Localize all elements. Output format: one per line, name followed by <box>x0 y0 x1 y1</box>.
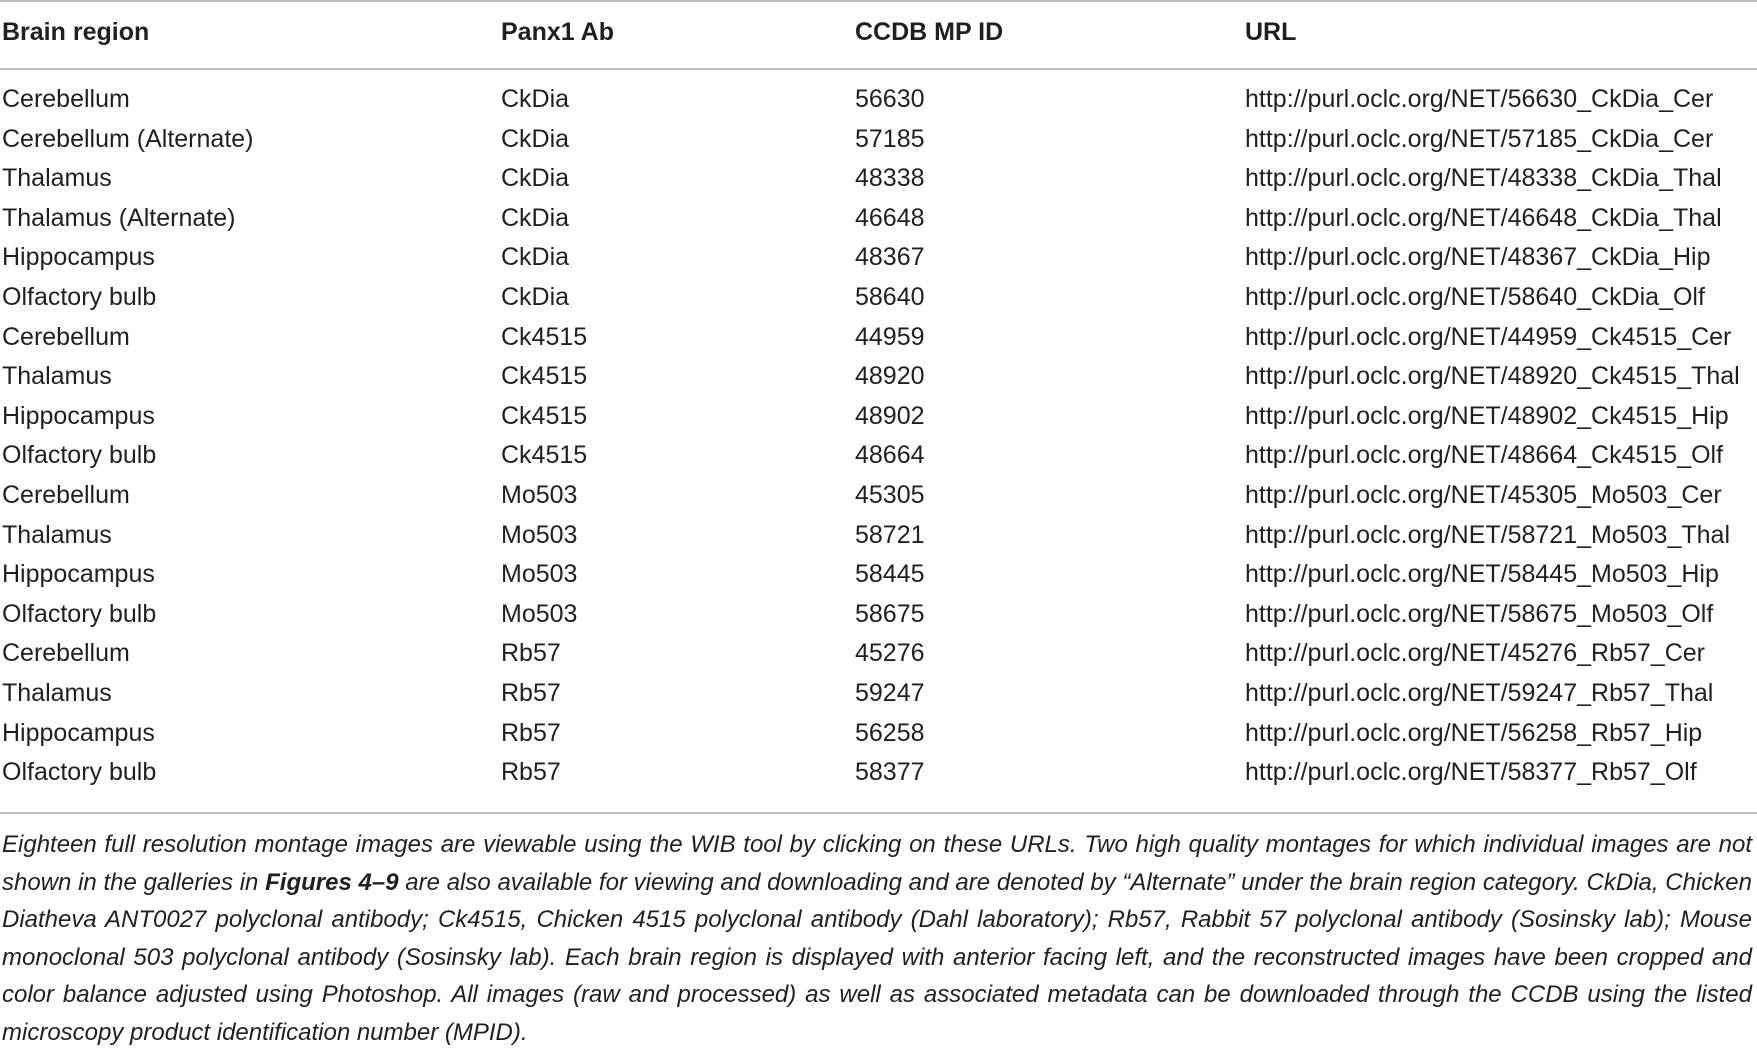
table-row <box>0 634 1757 674</box>
table-top-rule <box>0 0 1757 2</box>
cell-panx1-ab: Mo503 <box>501 599 578 628</box>
cell-panx1-ab: Ck4515 <box>501 401 588 430</box>
cell-ccdb-mp-id: 58377 <box>855 758 925 787</box>
cell-ccdb-mp-id: 59247 <box>855 678 925 707</box>
cell-ccdb-mp-id: 48664 <box>855 441 925 470</box>
cell-panx1-ab: Ck4515 <box>501 441 588 470</box>
cell-url-link[interactable]: http://purl.oclc.org/NET/48338_CkDia_Thal <box>1245 164 1722 193</box>
cell-panx1-ab: Mo503 <box>501 480 578 509</box>
cell-brain-region: Cerebellum <box>2 322 130 351</box>
cell-url-link[interactable]: http://purl.oclc.org/NET/46648_CkDia_Thal <box>1245 203 1722 232</box>
table-row <box>0 159 1757 199</box>
cell-ccdb-mp-id: 56258 <box>855 718 925 747</box>
caption-text-2: are also available for viewing and downloading and are denoted by “Alternate” under the brain region category. CkDia, Chicken Diatheva ANT0027 polyclonal antibody; Ck4515, Chicken 4515 polyclonal antibody (Dahl laboratory); Rb57, Rabbit 57 polyclonal antibody (Sosinsky lab); Mouse monoclonal 503 polyclonal antibody (Sosinsky lab). Each brain region is displayed with anterior facing left, and the reconstructed images have been cropped and color balance adjusted using Photoshop. All images (raw and processed) as well as associated metadata can be downloaded through the CCDB using the listed microscopy product identification number (MPID). <box>2 868 1752 1046</box>
cell-brain-region: Cerebellum <box>2 480 130 509</box>
header-brain-region: Brain region <box>2 18 150 46</box>
cell-url-link[interactable]: http://purl.oclc.org/NET/45305_Mo503_Cer <box>1245 480 1722 509</box>
cell-brain-region: Cerebellum (Alternate) <box>2 124 254 153</box>
cell-url-link[interactable]: http://purl.oclc.org/NET/57185_CkDia_Cer <box>1245 124 1714 153</box>
cell-brain-region: Cerebellum <box>2 639 130 668</box>
cell-ccdb-mp-id: 56630 <box>855 85 925 113</box>
cell-url-link[interactable]: http://purl.oclc.org/NET/45276_Rb57_Cer <box>1245 639 1705 668</box>
cell-brain-region: Cerebellum <box>2 85 130 113</box>
cell-brain-region: Olfactory bulb <box>2 758 157 787</box>
table-row <box>0 278 1757 318</box>
table-row <box>0 436 1757 476</box>
table-row <box>0 516 1757 556</box>
header-ccdb-mp-id: CCDB MP ID <box>855 18 1004 46</box>
cell-url-link[interactable]: http://purl.oclc.org/NET/58640_CkDia_Olf <box>1245 282 1705 311</box>
caption-text-1: Eighteen full resolution montage images are viewable using the WIB tool by clicking on these URLs. Two high quality montages for which individual images are not shown in the galleries in <box>2 831 1752 896</box>
table-row <box>0 199 1757 239</box>
cell-panx1-ab: Mo503 <box>501 560 578 589</box>
cell-ccdb-mp-id: 48920 <box>855 362 925 391</box>
cell-url-link[interactable]: http://purl.oclc.org/NET/48920_Ck4515_Thal <box>1245 362 1740 391</box>
header-url: URL <box>1245 18 1297 46</box>
cell-brain-region: Thalamus <box>2 520 112 549</box>
cell-url-link[interactable]: http://purl.oclc.org/NET/56630_CkDia_Cer <box>1245 85 1714 113</box>
cell-panx1-ab: CkDia <box>501 124 570 153</box>
table-row <box>0 80 1757 120</box>
cell-panx1-ab: Rb57 <box>501 639 561 668</box>
cell-url-link[interactable]: http://purl.oclc.org/NET/56258_Rb57_Hip <box>1245 718 1703 747</box>
table-header-rule <box>0 68 1757 70</box>
cell-url-link[interactable]: http://purl.oclc.org/NET/48367_CkDia_Hip <box>1245 243 1711 272</box>
cell-ccdb-mp-id: 45305 <box>855 480 925 509</box>
table-row <box>0 674 1757 714</box>
table-row <box>0 397 1757 437</box>
table-row <box>0 714 1757 754</box>
cell-url-link[interactable]: http://purl.oclc.org/NET/58675_Mo503_Olf <box>1245 599 1714 628</box>
cell-brain-region: Thalamus <box>2 362 112 391</box>
cell-brain-region: Olfactory bulb <box>2 282 157 311</box>
cell-brain-region: Hippocampus <box>2 560 155 589</box>
cell-brain-region: Thalamus <box>2 164 112 193</box>
cell-ccdb-mp-id: 45276 <box>855 639 925 668</box>
table-row <box>0 476 1757 516</box>
cell-ccdb-mp-id: 57185 <box>855 124 925 153</box>
cell-brain-region: Thalamus <box>2 678 112 707</box>
cell-ccdb-mp-id: 58445 <box>855 560 925 589</box>
cell-ccdb-mp-id: 58675 <box>855 599 925 628</box>
cell-url-link[interactable]: http://purl.oclc.org/NET/48664_Ck4515_Olf <box>1245 441 1724 470</box>
cell-brain-region: Thalamus (Alternate) <box>2 203 236 232</box>
cell-brain-region: Olfactory bulb <box>2 441 157 470</box>
cell-panx1-ab: Ck4515 <box>501 322 588 351</box>
cell-ccdb-mp-id: 48338 <box>855 164 925 193</box>
table-row <box>0 357 1757 397</box>
cell-panx1-ab: CkDia <box>501 203 570 232</box>
header-panx1-ab: Panx1 Ab <box>501 18 615 46</box>
caption-figure-ref[interactable]: Figures 4–9 <box>265 868 399 896</box>
table-header-row <box>0 12 1757 52</box>
cell-brain-region: Hippocampus <box>2 401 155 430</box>
cell-panx1-ab: CkDia <box>501 282 570 311</box>
table-body <box>0 80 1757 793</box>
cell-url-link[interactable]: http://purl.oclc.org/NET/58721_Mo503_Thal <box>1245 520 1730 549</box>
table-row <box>0 555 1757 595</box>
table-bottom-rule <box>0 812 1757 814</box>
cell-brain-region: Hippocampus <box>2 718 155 747</box>
table-row <box>0 753 1757 793</box>
cell-brain-region: Hippocampus <box>2 243 155 272</box>
cell-url-link[interactable]: http://purl.oclc.org/NET/58445_Mo503_Hip <box>1245 560 1719 589</box>
cell-ccdb-mp-id: 48367 <box>855 243 925 272</box>
cell-url-link[interactable]: http://purl.oclc.org/NET/48902_Ck4515_Hip <box>1245 401 1729 430</box>
cell-url-link[interactable]: http://purl.oclc.org/NET/44959_Ck4515_Cer <box>1245 322 1732 351</box>
cell-panx1-ab: Rb57 <box>501 758 561 787</box>
cell-panx1-ab: CkDia <box>501 164 570 193</box>
table-row <box>0 238 1757 278</box>
cell-ccdb-mp-id: 48902 <box>855 401 925 430</box>
cell-ccdb-mp-id: 58640 <box>855 282 925 311</box>
cell-url-link[interactable]: http://purl.oclc.org/NET/59247_Rb57_Thal <box>1245 678 1714 707</box>
cell-url-link[interactable]: http://purl.oclc.org/NET/58377_Rb57_Olf <box>1245 758 1697 787</box>
cell-panx1-ab: Rb57 <box>501 678 561 707</box>
table-row <box>0 120 1757 160</box>
cell-panx1-ab: Rb57 <box>501 718 561 747</box>
cell-panx1-ab: CkDia <box>501 243 570 272</box>
cell-panx1-ab: Mo503 <box>501 520 578 549</box>
cell-ccdb-mp-id: 58721 <box>855 520 925 549</box>
cell-ccdb-mp-id: 46648 <box>855 203 925 232</box>
cell-panx1-ab: CkDia <box>501 85 570 113</box>
cell-ccdb-mp-id: 44959 <box>855 322 925 351</box>
cell-brain-region: Olfactory bulb <box>2 599 157 628</box>
table-caption <box>2 826 1752 1051</box>
table-row <box>0 318 1757 358</box>
cell-panx1-ab: Ck4515 <box>501 362 588 391</box>
table-row <box>0 595 1757 635</box>
